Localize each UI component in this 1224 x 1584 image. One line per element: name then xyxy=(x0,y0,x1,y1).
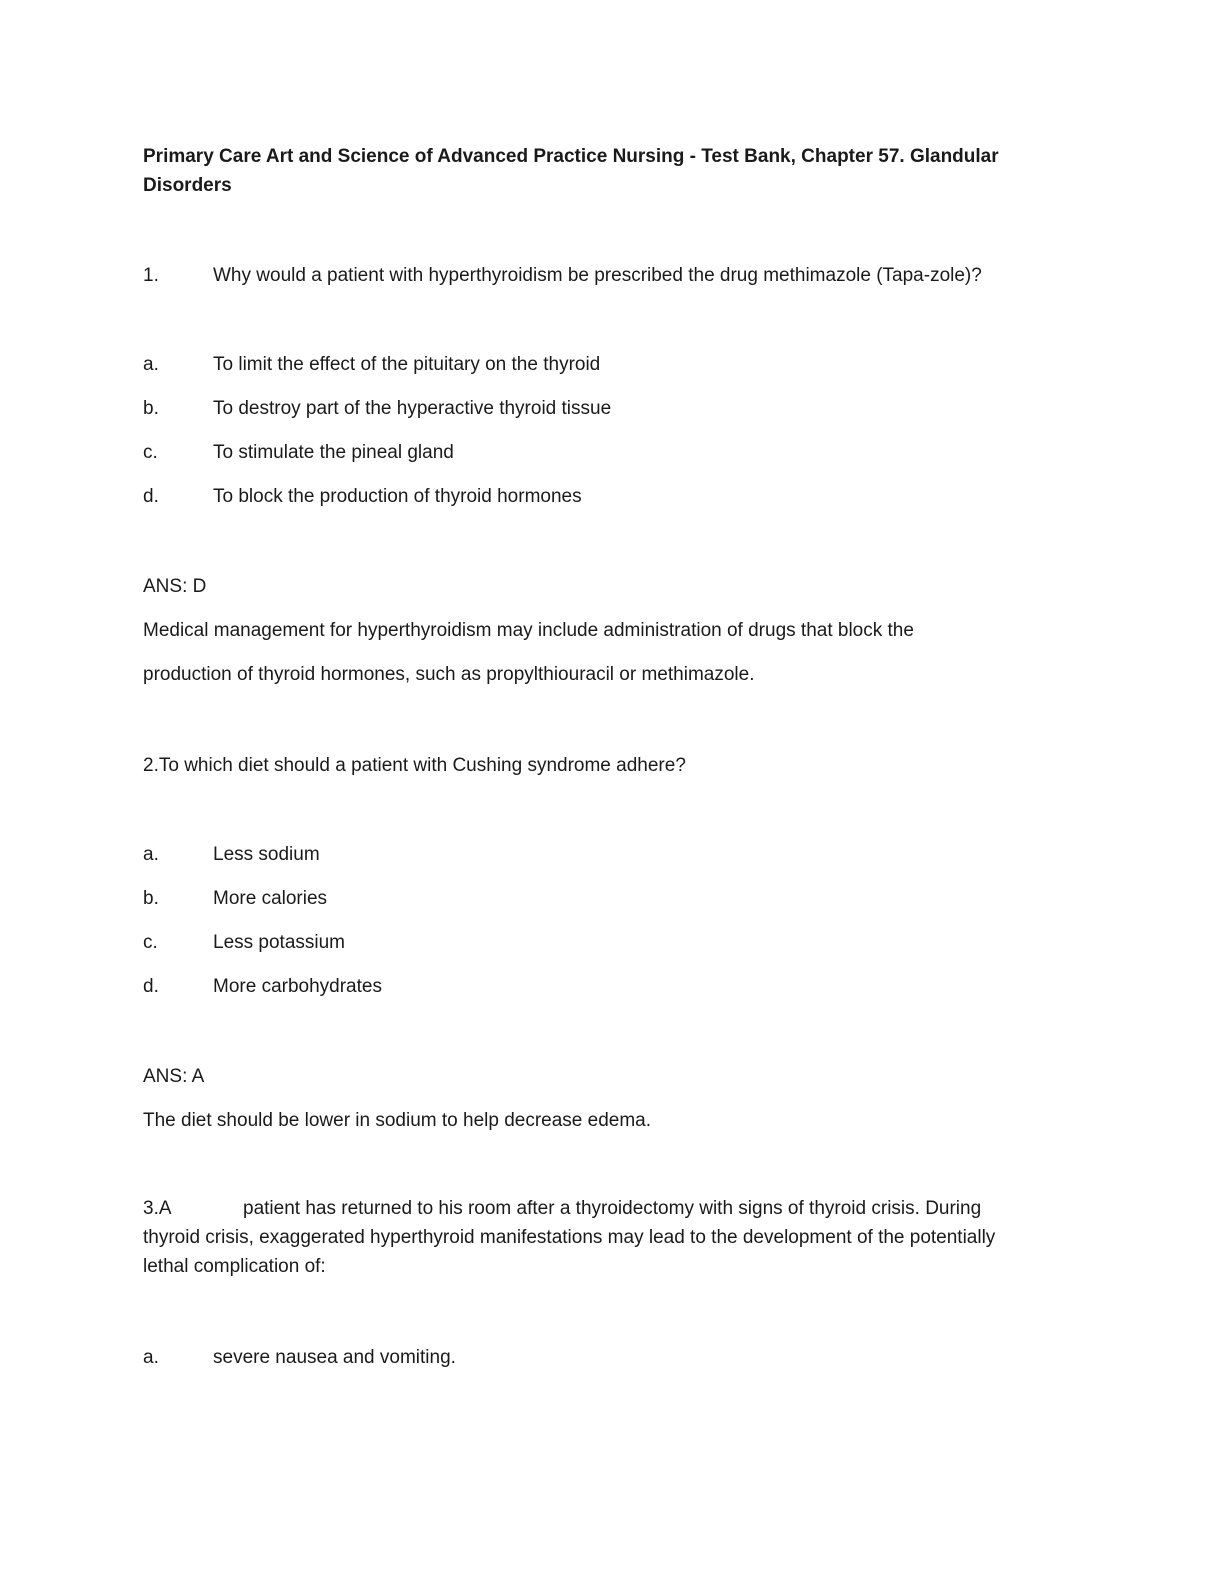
q1-option-d-text: To block the production of thyroid hormones xyxy=(213,486,582,507)
question-3-line-3: lethal complication of: xyxy=(143,1256,326,1277)
q1-option-c-text: To stimulate the pineal gland xyxy=(213,442,454,463)
q1-option-b-text: To destroy part of the hyperactive thyroid tissue xyxy=(213,398,612,419)
document-title: Primary Care Art and Science of Advanced Practice Nursing - Test Bank, Chapter 57. Glandular Disorders xyxy=(143,146,999,196)
question-1-text: Why would a patient with hyperthyroidism be prescribed the drug methimazole (Tapa-zole)? xyxy=(213,265,982,286)
question-1-number: 1. xyxy=(143,265,159,286)
q1-option-a-text: To limit the effect of the pituitary on the thyroid xyxy=(213,354,601,375)
q1-answer: ANS: D xyxy=(143,576,207,597)
q2-option-c-letter: c. xyxy=(143,932,158,953)
question-3-text-first: patient has returned to his room after a thyroidectomy with signs of thyroid crisis. During xyxy=(243,1198,982,1219)
q2-option-d-letter: d. xyxy=(143,976,159,997)
question-3-line-2: thyroid crisis, exaggerated hyperthyroid manifestations may lead to the development of the potentially xyxy=(143,1227,996,1248)
q2-option-b-text: More calories xyxy=(213,888,328,909)
q3-option-a-text: severe nausea and vomiting. xyxy=(213,1347,456,1368)
q3-option-a-letter: a. xyxy=(143,1347,159,1368)
q2-rationale: The diet should be lower in sodium to help decrease edema. xyxy=(143,1110,652,1131)
q2-option-b-letter: b. xyxy=(143,888,159,909)
q2-answer: ANS: A xyxy=(143,1066,205,1087)
q1-option-c-letter: c. xyxy=(143,442,158,463)
q2-option-d-text: More carbohydrates xyxy=(213,976,382,997)
q1-rationale-line-2: production of thyroid hormones, such as propylthiouracil or methimazole. xyxy=(143,664,755,685)
q2-option-a-text: Less sodium xyxy=(213,844,320,865)
q1-option-a-letter: a. xyxy=(143,354,159,375)
q2-option-a-letter: a. xyxy=(143,844,159,865)
question-3-number: 3.A xyxy=(143,1198,172,1219)
question-3-line-1 xyxy=(143,1197,981,1221)
q1-option-b-letter: b. xyxy=(143,398,159,419)
q1-rationale-line-1: Medical management for hyperthyroidism may include administration of drugs that block the xyxy=(143,620,914,641)
q2-option-c-text: Less potassium xyxy=(213,932,346,953)
question-2-text: 2.To which diet should a patient with Cushing syndrome adhere? xyxy=(143,755,686,776)
q1-option-d-letter: d. xyxy=(143,486,159,507)
